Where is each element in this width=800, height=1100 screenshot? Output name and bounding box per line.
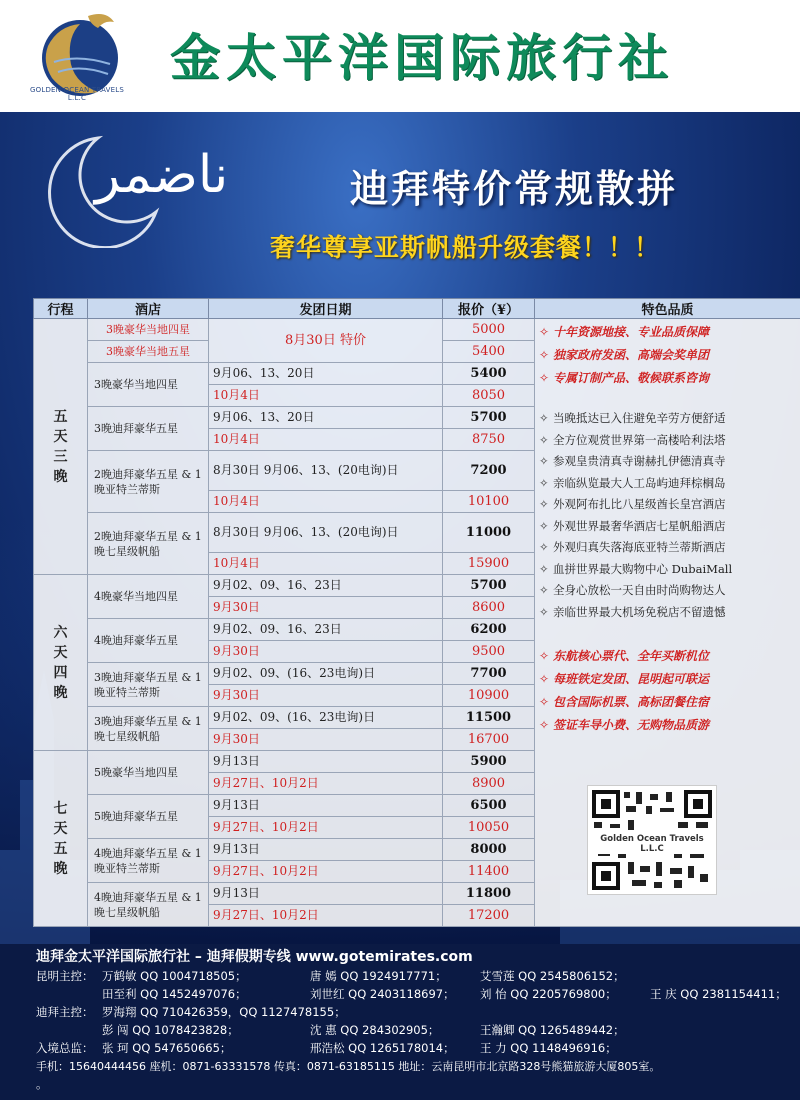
date-cell: 9月27日、10月2日 (209, 861, 443, 883)
list-item: ✧ 亲临世界最大机场免税店不留遗憾 (539, 604, 726, 619)
column-header: 酒店 (88, 299, 209, 319)
date-cell: 9月02、09、(16、23电询)日 (209, 707, 443, 729)
contact-entry: 万鹤敏 QQ 1004718505； (102, 969, 247, 983)
date-cell: 9月27日、10月2日 (209, 905, 443, 927)
hotel-cell: 4晚迪拜豪华五星 & 1晚七星级帆船 (88, 883, 209, 927)
contact-line (36, 1040, 617, 1056)
price-cell: 5700 (443, 575, 535, 597)
header (0, 0, 800, 112)
hotel-cell: 4晚迪拜豪华五星 & 1晚亚特兰蒂斯 (88, 839, 209, 883)
trip-cell: 六天四晚 (34, 575, 88, 751)
list-item: ✧ 全身心放松一天自由时尚购物达人 (539, 583, 726, 597)
features-cell (535, 319, 800, 927)
date-cell: 9月27日、10月2日 (209, 817, 443, 839)
price-cell: 16700 (443, 729, 535, 751)
contact-entry: 艾雪莲 QQ 2545806152； (480, 969, 625, 983)
date-cell: 9月06、13、20日 (209, 363, 443, 385)
contact-line (36, 968, 660, 984)
contact-label: 昆明主控： (36, 969, 94, 983)
contact-entry: 彭 闯 QQ 1078423828； (102, 1023, 239, 1037)
footer-title: 迪拜金太平洋国际旅行社 – 迪拜假期专线 www.gotemirates.com (36, 949, 473, 965)
feature-list-quality (539, 321, 796, 390)
contact-line (36, 1004, 346, 1020)
price-cell: 8900 (443, 773, 535, 795)
contact-line (36, 1022, 625, 1038)
list-item: ✧ 外观阿布扎比八星级酋长皇宫酒店 (539, 497, 726, 511)
price-cell: 11400 (443, 861, 535, 883)
list-item: ✧ 外观世界最奢华酒店七星帆船酒店 (539, 518, 726, 533)
qr-code[interactable] (587, 785, 717, 895)
list-item: ✧ 每班铁定发团、昆明起可联运 (539, 672, 710, 686)
hotel-cell: 3晚迪拜豪华五星 & 1晚七星级帆船 (88, 707, 209, 751)
price-cell: 10100 (443, 491, 535, 513)
hotel-cell: 2晚迪拜豪华五星 & 1晚亚特兰蒂斯 (88, 451, 209, 513)
table-row (34, 319, 800, 341)
hotel-cell: 3晚豪华当地四星 (88, 319, 209, 341)
price-cell: 10050 (443, 817, 535, 839)
brand-title: 金太平洋国际旅行社 (170, 28, 674, 87)
hero-subtitle: 奢华尊享亚斯帆船升级套餐！！！ (270, 233, 661, 262)
list-item: ✧ 东航核心票代、全年买断机位 (539, 649, 710, 663)
price-table (33, 298, 800, 927)
date-cell: 9月30日 (209, 641, 443, 663)
date-cell: 10月4日 (209, 429, 443, 451)
hotel-cell: 4晚豪华当地四星 (88, 575, 209, 619)
price-cell: 6500 (443, 795, 535, 817)
price-cell: 11000 (443, 513, 535, 553)
column-header: 报价（¥） (443, 299, 535, 319)
price-cell: 5700 (443, 407, 535, 429)
contact-entry: 沈 惠 QQ 284302905； (310, 1023, 440, 1037)
price-cell: 15900 (443, 553, 535, 575)
date-cell: 9月13日 (209, 795, 443, 817)
contact-entry: 刘世红 QQ 2403118697； (310, 987, 455, 1001)
contact-entry: 邢浩松 QQ 1265178014； (310, 1041, 455, 1055)
price-cell: 5000 (443, 319, 535, 341)
contact-line (36, 986, 787, 1002)
date-cell: 9月30日 (209, 685, 443, 707)
price-cell: 5400 (443, 341, 535, 363)
list-item: ✧ 当晚抵达已入住避免辛劳方便舒适 (539, 411, 726, 425)
date-cell: 9月13日 (209, 883, 443, 905)
hotel-cell: 2晚迪拜豪华五星 & 1晚七星级帆船 (88, 513, 209, 575)
price-cell: 8000 (443, 839, 535, 861)
list-item: ✧ 全方位观赏世界第一高楼哈利法塔 (539, 432, 726, 447)
price-cell: 5400 (443, 363, 535, 385)
hotel-cell: 3晚豪华当地五星 (88, 341, 209, 363)
list-item: ✧ 独家政府发函、高端会奖单团 (539, 348, 710, 362)
footer-contacts (0, 944, 800, 1100)
date-cell: 9月30日 (209, 729, 443, 751)
price-cell: 11800 (443, 883, 535, 905)
date-cell: 9月02、09、(16、23电询)日 (209, 663, 443, 685)
column-header: 特色品质 (535, 299, 800, 319)
contact-details: 手机：15640444456 座机：0871-63331578 传真：0871-63185115 地址：云南昆明市北京路328号熊猫旅游大厦805室。 (36, 1060, 661, 1073)
price-cell: 6200 (443, 619, 535, 641)
list-item: ✧ 专属订制产品、敬候联系咨询 (539, 371, 710, 385)
date-cell: 9月02、09、16、23日 (209, 619, 443, 641)
hotel-cell: 3晚迪拜豪华五星 & 1晚亚特兰蒂斯 (88, 663, 209, 707)
hotel-cell: 4晚迪拜豪华五星 (88, 619, 209, 663)
list-item: ✧ 血拼世界最大购物中心 DubaiMall (539, 561, 733, 576)
date-cell: 9月02、09、16、23日 (209, 575, 443, 597)
price-cell: 9500 (443, 641, 535, 663)
logo-text: GOLDEN OCEAN TRAVELS L.L.C (30, 86, 124, 102)
hero-title: 迪拜特价常规散拼 (350, 167, 679, 211)
trip-cell: 七天五晚 (34, 751, 88, 927)
date-cell: 9月27日、10月2日 (209, 773, 443, 795)
contact-label: 迪拜主控： (36, 1005, 94, 1019)
contact-entry: 刘 怡 QQ 2205769800； (480, 987, 617, 1001)
qr-label: Golden Ocean Travels L.L.C (588, 834, 716, 854)
price-cell: 7200 (443, 451, 535, 491)
hotel-cell: 5晚迪拜豪华五星 (88, 795, 209, 839)
date-cell: 9月30日 (209, 597, 443, 619)
column-header: 发团日期 (209, 299, 443, 319)
contact-entry: 王 庆 QQ 2381154411； (650, 987, 787, 1001)
date-cell: 9月06、13、20日 (209, 407, 443, 429)
contact-entry: 唐 嫣 QQ 1924917771； (310, 969, 447, 983)
feature-list-itinerary (539, 408, 796, 623)
date-cell: 10月4日 (209, 491, 443, 513)
price-cell: 8750 (443, 429, 535, 451)
hotel-cell: 3晚豪华当地四星 (88, 363, 209, 407)
date-cell: 10月4日 (209, 553, 443, 575)
date-cell: 8月30日 9月06、13、(20电询)日 (209, 451, 443, 491)
price-cell: 11500 (443, 707, 535, 729)
price-cell: 5900 (443, 751, 535, 773)
arabic-calligraphy: ناضمر (95, 145, 229, 205)
list-item: ✧ 十年资源地接、专业品质保障 (539, 325, 710, 339)
price-cell: 8050 (443, 385, 535, 407)
contact-label: 入境总监： (36, 1041, 94, 1055)
date-cell: 9月13日 (209, 839, 443, 861)
contact-entry: 田至利 QQ 1452497076； (102, 987, 247, 1001)
feature-list-service (539, 645, 796, 737)
list-item: ✧ 参观皇贵清真寺谢赫扎伊德清真寺 (539, 454, 726, 468)
column-header: 行程 (34, 299, 88, 319)
date-cell: 10月4日 (209, 385, 443, 407)
list-item: ✧ 包含国际机票、高标团餐住宿 (539, 695, 710, 709)
date-cell: 9月13日 (209, 751, 443, 773)
hotel-cell: 5晚豪华当地四星 (88, 751, 209, 795)
contact-entry: 张 珂 QQ 547650665； (102, 1041, 232, 1055)
list-item: ✧ 亲临纵览最大人工岛屿迪拜棕榈岛 (539, 475, 726, 490)
price-cell: 8600 (443, 597, 535, 619)
price-cell: 17200 (443, 905, 535, 927)
list-item: ✧ 外观归真失落海底亚特兰蒂斯酒店 (539, 540, 726, 554)
contact-entry: 王瀚卿 QQ 1265489442； (480, 1023, 625, 1037)
date-cell: 8月30日 特价 (209, 319, 443, 363)
footer-tail: 。 (36, 1077, 48, 1091)
contact-entry: 王 力 QQ 1148496916； (480, 1041, 617, 1055)
price-cell: 10900 (443, 685, 535, 707)
table-header-row (34, 299, 800, 319)
hotel-cell: 3晚迪拜豪华五星 (88, 407, 209, 451)
date-cell: 8月30日 9月06、13、(20电询)日 (209, 513, 443, 553)
trip-cell: 五天三晚 (34, 319, 88, 575)
contact-entry: 罗海翔 QQ 710426359，QQ 1127478155； (102, 1005, 346, 1019)
list-item: ✧ 签证车导小费、无购物品质游 (539, 718, 710, 732)
price-cell: 7700 (443, 663, 535, 685)
